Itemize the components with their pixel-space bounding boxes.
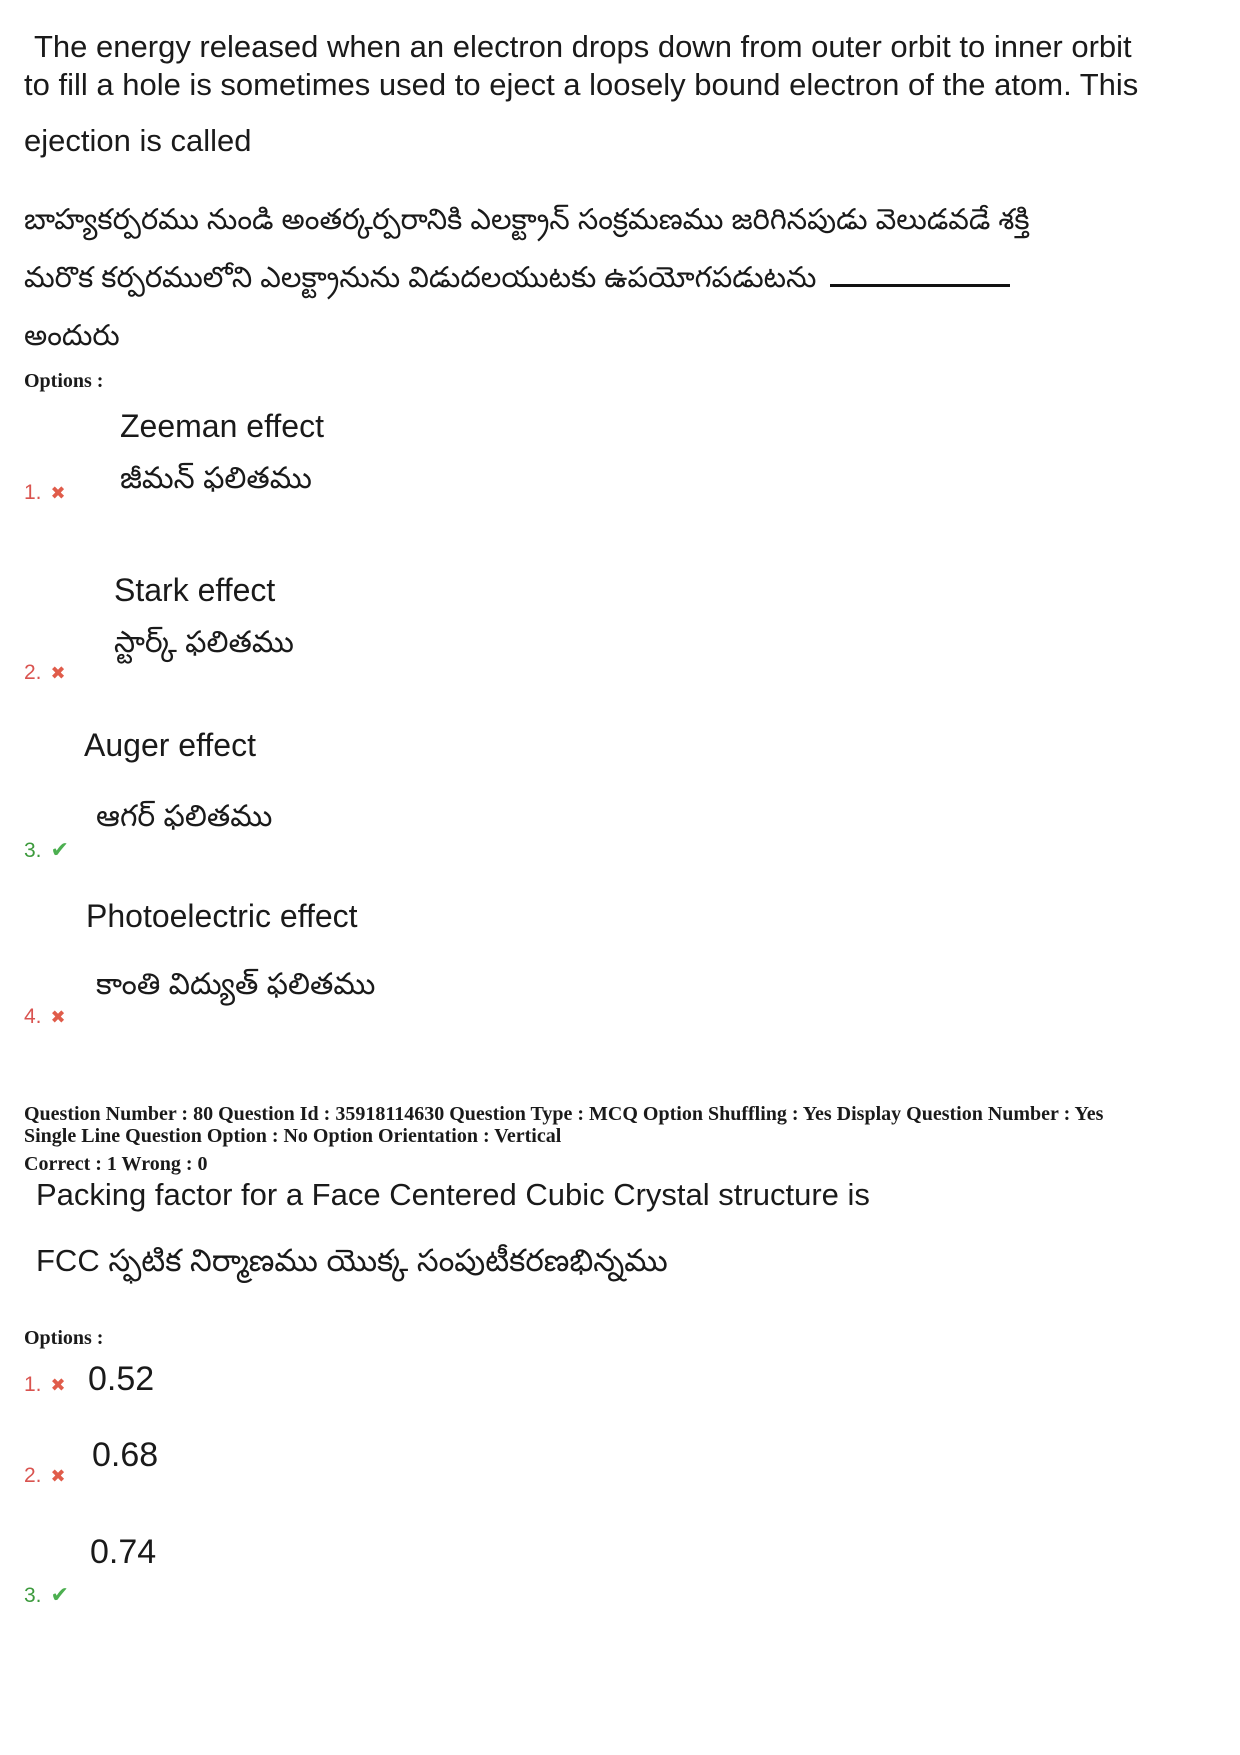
option-number [24, 1373, 66, 1397]
option-text-telugu: కాంతి విద్యుత్ ఫలితము [96, 968, 376, 1001]
option-text-english: Photoelectric effect [86, 898, 358, 934]
option-number [24, 1005, 66, 1029]
option-number-label: 2. [24, 661, 42, 684]
option-number [24, 481, 66, 505]
question-line: The energy released when an electron drops down from outer orbit to inner orbit [34, 29, 1132, 64]
answer-blank [830, 284, 1010, 287]
check-icon: ✔ [50, 1582, 69, 1607]
question-line: అందురు [24, 320, 120, 352]
option-value: 0.52 [88, 1360, 155, 1398]
cross-icon: ✖ [50, 663, 66, 683]
option-number [24, 1464, 66, 1488]
question-line: మరొక కర్పరములోని ఎలక్ట్రానును విడుదలయుటకు ఉపయోగపడుటను [24, 262, 817, 294]
option-number-label: 2. [24, 1464, 42, 1487]
option-text-telugu: స్టార్క్ ఫలితము [114, 626, 294, 659]
option-text-english: Stark effect [114, 572, 276, 608]
check-icon: ✔ [50, 837, 69, 862]
question-line: ejection is called [24, 123, 252, 158]
question-marks: Correct : 1 Wrong : 0 [24, 1153, 208, 1175]
question-meta [24, 1103, 1224, 1175]
option-number [24, 1582, 69, 1608]
question-meta-line: Single Line Question Option : No Option Orientation : Vertical [24, 1125, 562, 1147]
option-text-english: Zeeman effect [120, 408, 324, 444]
cross-icon: ✖ [50, 1007, 66, 1027]
question-line: to fill a hole is sometimes used to eject a loosely bound electron of the atom. This [24, 67, 1139, 102]
question-text-english: Packing factor for a Face Centered Cubic Crystal structure is [36, 1177, 870, 1212]
option-number [24, 837, 69, 863]
option-text-english: Auger effect [84, 727, 256, 763]
cross-icon: ✖ [50, 483, 66, 503]
option-number-label: 4. [24, 1005, 42, 1028]
option-number [24, 661, 66, 685]
option-number-label: 3. [24, 1584, 42, 1607]
question-text-telugu [24, 191, 1224, 365]
options-label: Options : [24, 1327, 104, 1349]
question-text-english [24, 28, 1224, 160]
options-label: Options : [24, 370, 104, 392]
cross-icon: ✖ [50, 1375, 66, 1395]
option-value: 0.68 [92, 1436, 159, 1474]
option-number-label: 3. [24, 839, 42, 862]
question-meta-line: Question Number : 80 Question Id : 35918114630 Question Type : MCQ Option Shuffling : Yes Display Question Number : Yes [24, 1103, 1104, 1125]
cross-icon: ✖ [50, 1466, 66, 1486]
question-line: బాహ్యకర్పరము నుండి అంతర్కర్పరానికి ఎలక్ట్రాన్ సంక్రమణము జరిగినపుడు వెలుడవడే శక్తి [24, 204, 1030, 236]
option-number-label: 1. [24, 1373, 42, 1396]
option-number-label: 1. [24, 481, 42, 504]
option-text-telugu: జీమన్ ఫలితము [120, 462, 312, 495]
option-value: 0.74 [90, 1533, 157, 1571]
question-text-telugu: FCC స్ఫటిక నిర్మాణము యొక్క సంపుటీకరణభిన్నము [36, 1243, 668, 1278]
option-text-telugu: ఆగర్ ఫలితము [96, 800, 273, 833]
